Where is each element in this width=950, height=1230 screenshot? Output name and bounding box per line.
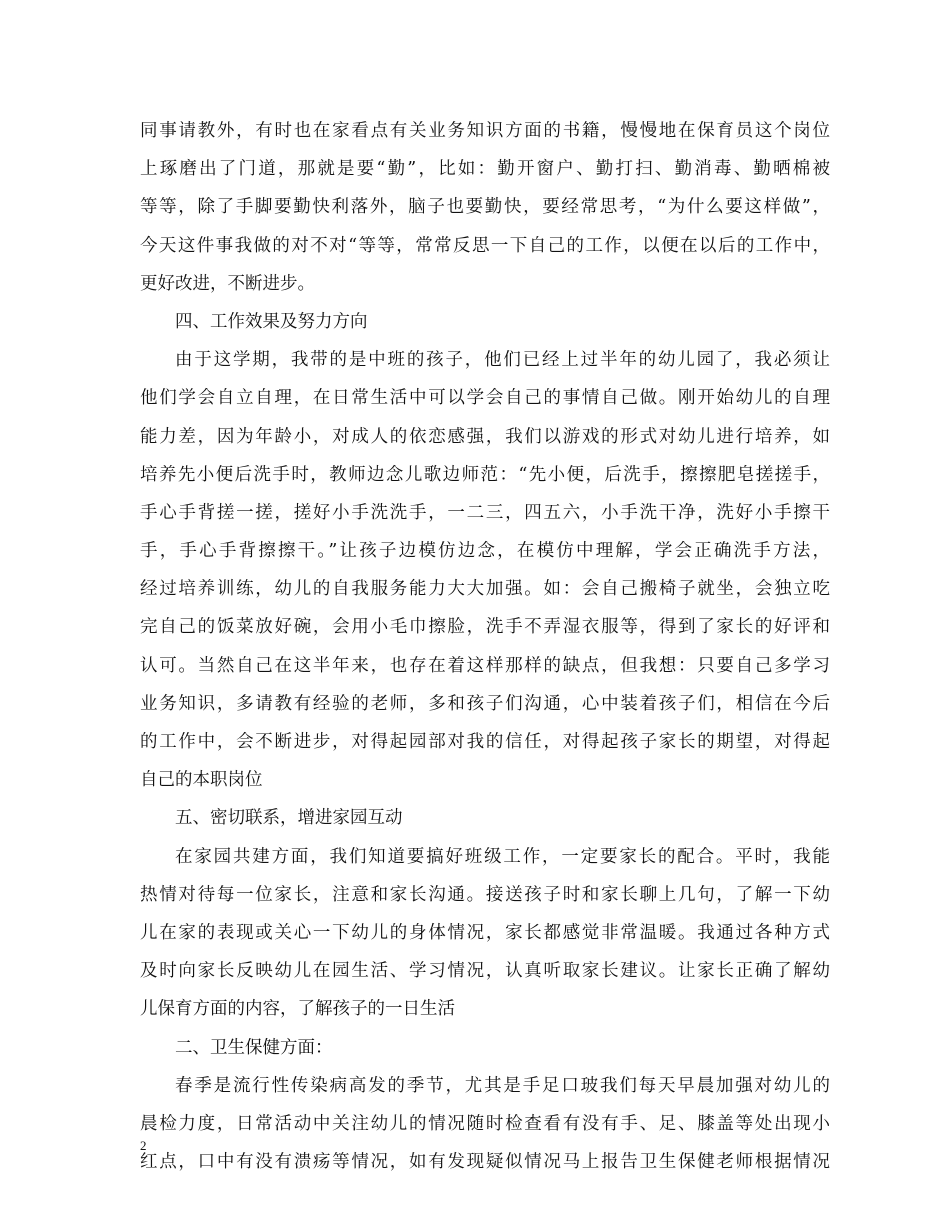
text-line: 五、密切联系，增进家园互动 (175, 808, 403, 829)
text-line: 晨检力度，日常活动中关注幼儿的情况随时检查看有没有手、足、膝盖等处出现小 (140, 1113, 830, 1134)
text-line: 儿保育方面的内容，了解孩子的一日生活 (140, 999, 455, 1020)
document-body (140, 112, 830, 1181)
text-line: 同事请教外，有时也在家看点有关业务知识方面的书籍，慢慢地在保育员这个岗位 (140, 121, 830, 141)
text-line: 儿在家的表现或关心一下幼儿的身体情况，家长都感觉非常温暖。我通过各种方式 (140, 922, 830, 943)
text-line: 热情对待每一位家长，注意和家长沟通。接送孩子时和家长聊上几句，了解一下幼 (140, 884, 830, 905)
text-line: 经过培养训练，幼儿的自我服务能力大大加强。如：会自己搬椅子就坐，会独立吃 (140, 579, 830, 600)
text-line: 培养先小便后洗手时，教师边念儿歌边师范：“先小便，后洗手，擦擦肥皂搓搓手， (140, 464, 830, 485)
text-line: 在家园共建方面，我们知道要搞好班级工作，一定要家长的配合。平时，我能 (175, 846, 830, 867)
text-line: 今天这件事我做的对不对“等等，常常反思一下自己的工作，以便在以后的工作中， (140, 235, 830, 256)
text-line: 自己的本职岗位 (140, 770, 263, 791)
page-number: 2 (140, 1138, 147, 1153)
text-line: 红点，口中有没有溃疡等情况，如有发现疑似情况马上报告卫生保健老师根据情况 (140, 1152, 830, 1173)
text-line: 二、卫生保健方面： (175, 1037, 333, 1058)
text-line: 能力差，因为年龄小，对成人的依恋感强，我们以游戏的形式对幼儿进行培养，如 (140, 426, 830, 447)
text-line: 四、工作效果及努力方向 (175, 311, 368, 332)
text-line: 由于这学期，我带的是中班的孩子，他们已经上过半年的幼儿园了，我必须让 (175, 350, 830, 371)
text-line: 手心手背搓一搓，搓好小手洗洗手，一二三，四五六，小手洗干净，洗好小手擦干 (140, 502, 830, 523)
text-line: 的工作中，会不断进步，对得起园部对我的信任，对得起孩子家长的期望，对得起 (140, 732, 830, 752)
text-line: 更好改进，不断进步。 (140, 273, 315, 294)
text-line: 春季是流行性传染病高发的季节，尤其是手足口玻我们每天早晨加强对幼儿的 (175, 1075, 830, 1096)
text-line: 上琢磨出了门道，那就是要“勤”，比如：勤开窗户、勤打扫、勤消毒、勤晒棉被 (140, 159, 830, 180)
text-line: 完自己的饭菜放好碗，会用小毛巾擦脸，洗手不弄湿衣服等，得到了家长的好评和 (140, 617, 830, 638)
text-line: 及时向家长反映幼儿在园生活、学习情况，认真听取家长建议。让家长正确了解幼 (140, 961, 830, 982)
text-line: 业务知识，多请教有经验的老师，多和孩子们沟通，心中装着孩子们，相信在今后 (140, 693, 830, 714)
text-line: 他们学会自立自理，在日常生活中可以学会自己的事情自己做。刚开始幼儿的自理 (140, 388, 830, 409)
text-line: 等等，除了手脚要勤快利落外，脑子也要勤快，要经常思考，“为什么要这样做”， (140, 197, 830, 218)
text-line: 认可。当然自己在这半年来，也存在着这样那样的缺点，但我想：只要自己多学习 (140, 655, 830, 676)
text-line: 手，手心手背擦擦干。”让孩子边模仿边念，在模仿中理解，学会正确洗手方法， (140, 541, 830, 562)
